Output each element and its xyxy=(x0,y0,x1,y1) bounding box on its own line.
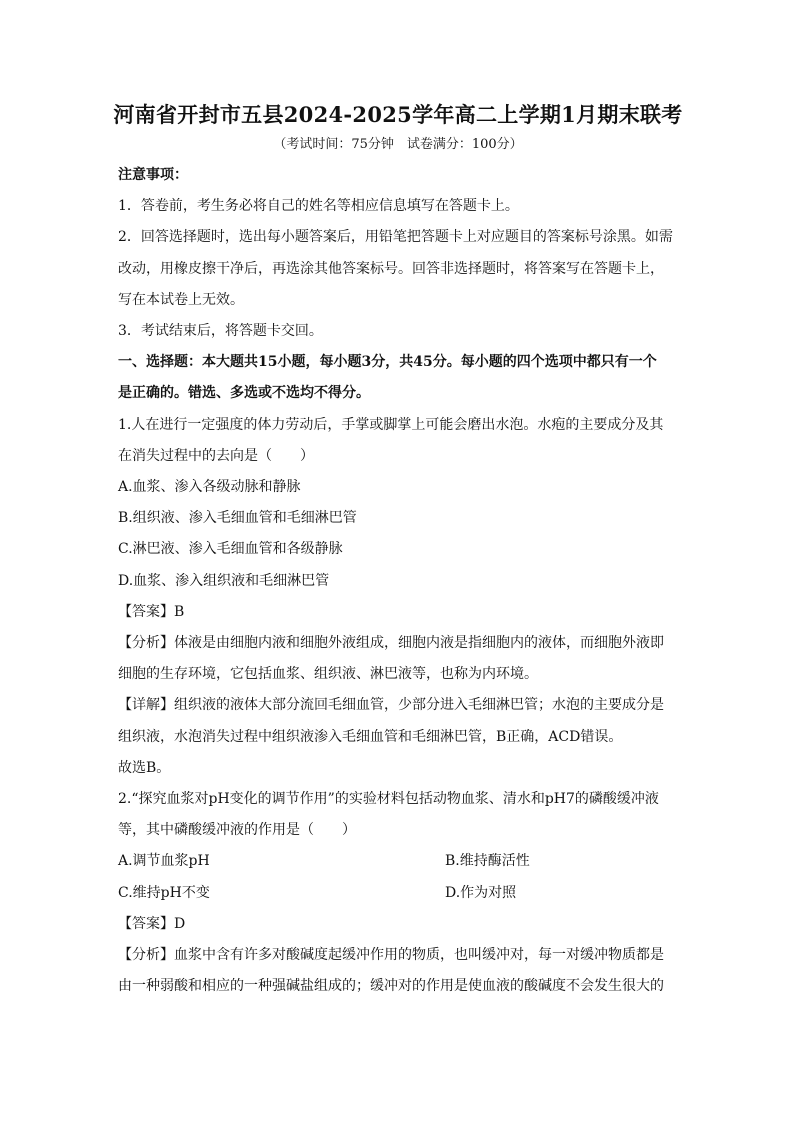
section-heading-cont: 是正确的。错选、多选或不选均不得分。 xyxy=(118,385,370,402)
question-1-detail-cont: 组织液，水泡消失过程中组织液渗入毛细血管和毛细淋巴管，B正确，ACD错误。 xyxy=(118,728,623,745)
notice-item: 写在本试卷上无效。 xyxy=(118,291,244,308)
question-1-answer: 【答案】B xyxy=(118,603,185,620)
question-1-analysis-cont: 细胞的生存环境，它包括血浆、组织液、淋巴液等，也称为内环境。 xyxy=(118,666,538,683)
notice-item: 3．考试结束后，将答题卡交回。 xyxy=(118,323,323,340)
question-2-stem-cont: 等，其中磷酸缓冲液的作用是（ ） xyxy=(118,822,356,839)
question-2-option-c: C.维持pH不变 xyxy=(118,884,210,901)
question-2-stem: 2.“探究血浆对pH变化的调节作用”的实验材料包括动物血浆、清水和pH7的磷酸缓冲液 xyxy=(118,791,659,808)
question-1-option-a: A.血浆、渗入各级动脉和静脉 xyxy=(118,479,301,496)
document-title: 河南省开封市五县2024-2025学年高二上学期1月期末联考 xyxy=(113,102,683,127)
question-2-analysis: 【分析】血浆中含有许多对酸碱度起缓冲作用的物质，也叫缓冲对，每一对缓冲物质都是 xyxy=(118,947,664,964)
exam-info: （考试时间：75分钟 试卷满分：100分） xyxy=(273,137,523,152)
question-2-option-a: A.调节血浆pH xyxy=(118,853,210,870)
question-2-options-row xyxy=(118,878,678,909)
question-2-option-d: D.作为对照 xyxy=(445,884,517,901)
notice-heading: 注意事项： xyxy=(118,167,188,183)
question-1-stem-cont: 在消失过程中的去向是（ ） xyxy=(118,447,314,464)
question-1-option-d: D.血浆、渗入组织液和毛细淋巴管 xyxy=(118,572,330,589)
question-2-answer: 【答案】D xyxy=(118,915,186,932)
notice-item: 2．回答选择题时，选出每小题答案后，用铅笔把答题卡上对应题目的答案标号涂黑。如需 xyxy=(118,229,673,246)
question-1-option-b: B.组织液、渗入毛细血管和毛细淋巴管 xyxy=(118,510,357,527)
question-1-stem: 1.人在进行一定强度的体力劳动后，手掌或脚掌上可能会磨出水泡。水疱的主要成分及其 xyxy=(118,416,664,433)
notice-item: 改动，用橡皮擦干净后，再选涂其他答案标号。回答非选择题时，将答案写在答题卡上， xyxy=(118,260,664,277)
question-1-option-c: C.淋巴液、渗入毛细血管和各级静脉 xyxy=(118,541,343,558)
section-heading: 一、选择题：本大题共15小题，每小题3分，共45分。每小题的四个选项中都只有一个 xyxy=(118,354,657,371)
question-1-analysis: 【分析】体液是由细胞内液和细胞外液组成，细胞内液是指细胞内的液体，而细胞外液即 xyxy=(118,635,664,652)
notice-item: 1．答卷前，考生务必将自己的姓名等相应信息填写在答题卡上。 xyxy=(118,198,519,215)
question-2-options-row xyxy=(118,846,678,877)
question-2-option-b: B.维持酶活性 xyxy=(445,853,530,870)
exam-page xyxy=(113,98,683,1002)
question-2-analysis-cont: 由一种弱酸和相应的一种强碱盐组成的；缓冲对的作用是使血液的酸碱度不会发生很大的 xyxy=(118,978,664,995)
question-1-conclusion: 故选B。 xyxy=(118,759,171,776)
question-1-detail: 【详解】组织液的液体大部分流回毛细血管，少部分进入毛细淋巴管；水泡的主要成分是 xyxy=(118,697,664,714)
